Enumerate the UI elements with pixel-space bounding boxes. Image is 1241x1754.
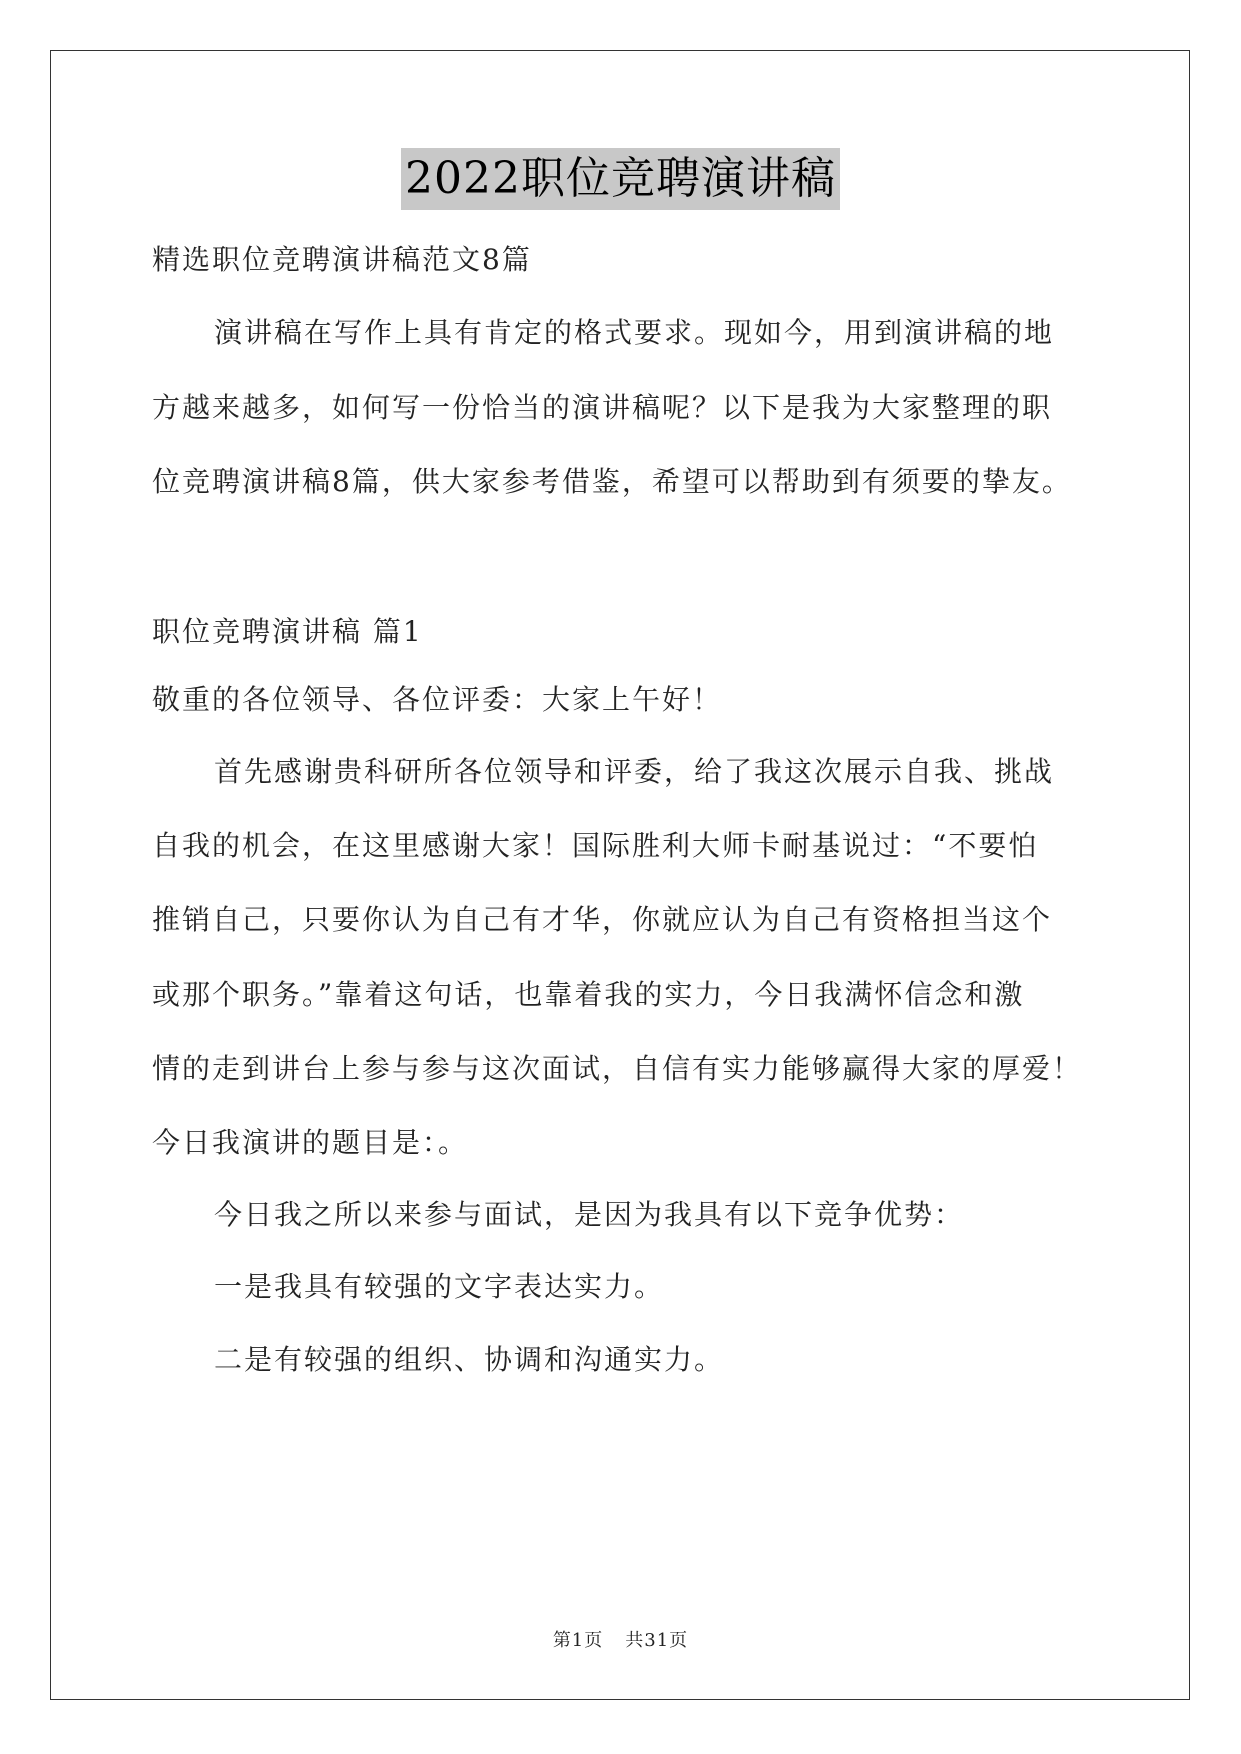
page-total: 共31页 [625, 1630, 689, 1651]
document-title: 2022职位竞聘演讲稿 [401, 148, 840, 210]
greeting-line: 敬重的各位领导、各位评委：大家上午好！ [152, 683, 723, 716]
body-line: 首先感谢贵科研所各位领导和评委，给了我这次展示自我、挑战 [214, 755, 1055, 788]
document-subtitle: 精选职位竞聘演讲稿范文8篇 [152, 243, 532, 276]
body-line: 或那个职务。”靠着这句话，也靠着我的实力，今日我满怀信念和激 [152, 978, 1025, 1011]
body-line: 情的走到讲台上参与参与这次面试，自信有实力能够赢得大家的厚爱！ [152, 1052, 1083, 1085]
intro-line: 位竞聘演讲稿8篇，供大家参考借鉴，希望可以帮助到有须要的挚友。 [152, 465, 1072, 498]
body-line: 一是我具有较强的文字表达实力。 [214, 1270, 665, 1303]
intro-line: 演讲稿在写作上具有肯定的格式要求。现如今，用到演讲稿的地 [214, 316, 1055, 349]
page-footer [0, 1626, 1241, 1652]
body-line: 自我的机会，在这里感谢大家！国际胜利大师卡耐基说过：“不要怕 [152, 829, 1039, 862]
title-container [0, 148, 1241, 210]
body-line: 推销自己，只要你认为自己有才华，你就应认为自己有资格担当这个 [152, 903, 1053, 936]
intro-line: 方越来越多，如何写一份恰当的演讲稿呢？以下是我为大家整理的职 [152, 391, 1053, 424]
section-heading: 职位竞聘演讲稿 篇1 [152, 615, 423, 648]
page-number: 第1页 [552, 1630, 604, 1651]
body-line: 今日我之所以来参与面试，是因为我具有以下竞争优势： [214, 1198, 965, 1231]
body-line: 二是有较强的组织、协调和沟通实力。 [214, 1343, 725, 1376]
page-border [50, 50, 1190, 1700]
body-line: 今日我演讲的题目是：。 [152, 1126, 469, 1159]
